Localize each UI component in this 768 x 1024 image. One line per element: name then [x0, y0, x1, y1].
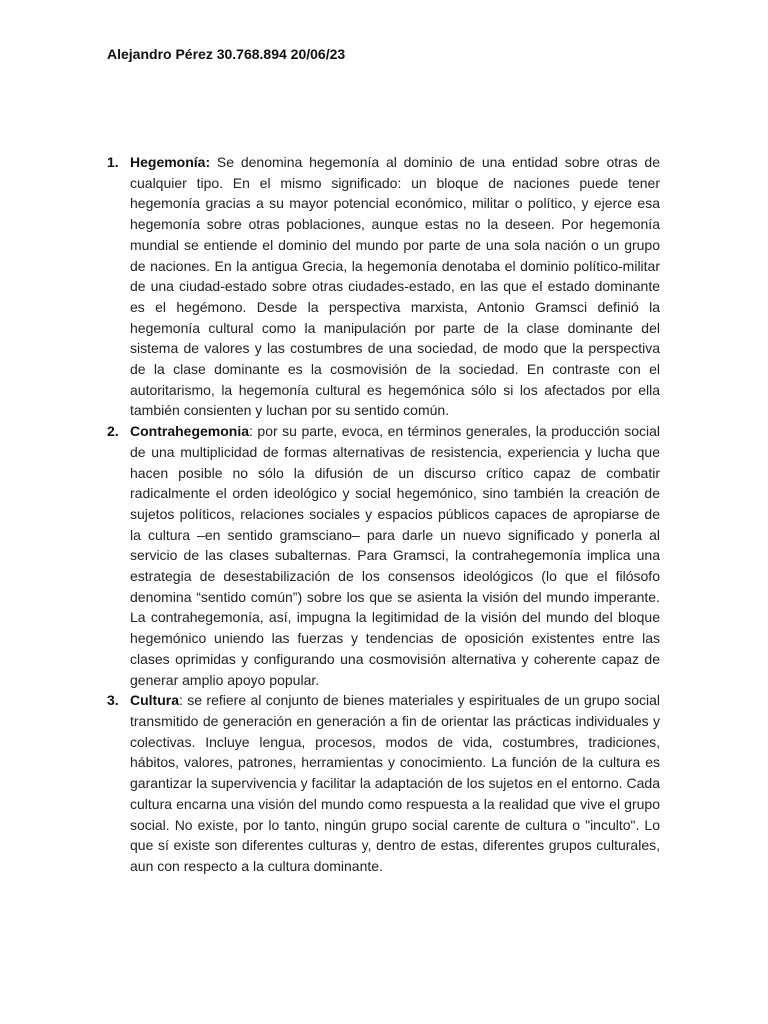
author-header: Alejandro Pérez 30.768.894 20/06/23 — [107, 46, 346, 62]
term-contrahegemonia: Contrahegemonia — [130, 423, 250, 440]
definitions-list — [107, 152, 660, 877]
definition-contrahegemonia: : por su parte, evoca, en términos generales, la producción social de una multiplicidad de formas alternativas de resistencia, experiencia y lucha que hacen posible no sólo la difusión de un discurso crítico capaz de combatir radicalmente el orden ideológico y social hegemónico, sino también la creación de sujetos políticos, relaciones sociales y espacios públicos capaces de apropiarse de la cultura –en sentido gramsciano– para darle un nuevo significado y ponerla al servicio de las clases subalternas. Para Gramsci, la contrahegemonía implica una estrategia de desestabilización de los consensos ideológicos (lo que el filósofo denomina “sentido común”) sobre los que se asienta la visión del mundo imperante. La contrahegemonía, así, impugna la legitimidad de la visión del mundo del bloque hegemónico uniendo las fuerzas y tendencias de oposición existentes entre las clases oprimidas y configurando una cosmovisión alternativa y coherente capaz de generar amplio apoyo popular. — [130, 423, 660, 688]
list-item-contrahegemonia — [107, 421, 660, 690]
term-cultura: Cultura — [130, 692, 179, 709]
list-number: 2. — [107, 423, 119, 440]
list-item-hegemonia — [107, 152, 660, 421]
list-item-cultura — [107, 690, 660, 876]
list-number: 3. — [107, 692, 119, 709]
list-number: 1. — [107, 154, 119, 170]
term-hegemonia: Hegemonía: — [130, 154, 211, 170]
definition-cultura: : se refiere al conjunto de bienes materiales y espirituales de un grupo social transmitido de generación en generación a fin de orientar las prácticas individuales y colectivas. Incluye lengua, procesos, modos de vida, costumbres, tradiciones, hábitos, valores, patrones, herramientas y conocimiento. La función de la cultura es garantizar la supervivencia y facilitar la adaptación de los sujetos en el entorno. Cada cultura encarna una visión del mundo como respuesta a la realidad que vive el grupo social. No existe, por lo tanto, ningún grupo social carente de cultura o "inculto". Lo que sí existe son diferentes culturas y, dentro de estas, diferentes grupos culturales, aun con respecto a la cultura dominante. — [130, 692, 660, 874]
definition-hegemonia: Se denomina hegemonía al dominio de una entidad sobre otras de cualquier tipo. En el mismo significado: un bloque de naciones puede tener hegemonía gracias a su mayor potencial económico, militar o político, y ejerce esa hegemonía sobre otras poblaciones, aunque estas no la deseen. Por hegemonía mundial se entiende el dominio del mundo por parte de una sola nación o un grupo de naciones. En la antigua Grecia, la hegemonía denotaba el dominio político-militar de una ciudad-estado sobre otras ciudades-estado, en las que el estado dominante es el hegémono. Desde la perspectiva marxista, Antonio Gramsci definió la hegemonía cultural como la manipulación por parte de la clase dominante del sistema de valores y las costumbres de una sociedad, de modo que la perspectiva de la clase dominante es la cosmovisión de la sociedad. En contraste con el autoritarismo, la hegemonía cultural es hegemónica sólo si los afectados por ella también consienten y luchan por su sentido común. — [130, 154, 660, 419]
